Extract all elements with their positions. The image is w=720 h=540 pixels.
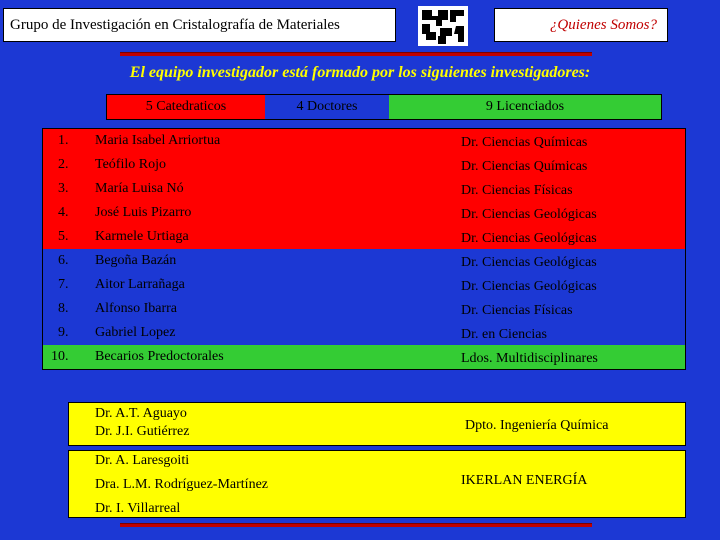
university-logo-icon: [418, 6, 468, 46]
group-title: Grupo de Investigación en Cristalografía de Materiales: [10, 16, 340, 33]
researcher-name: José Luis Pizarro: [95, 205, 192, 220]
top-divider: [120, 52, 592, 56]
collaborator-affiliation: Dpto. Ingeniería Química: [465, 418, 609, 433]
table-row: [43, 297, 685, 321]
researcher-name: Maria Isabel Arriortua: [95, 133, 221, 148]
bottom-divider: [120, 523, 592, 527]
researcher-name: María Luisa Nó: [95, 181, 184, 196]
researcher-degree: Dr. en Ciencias: [461, 327, 547, 342]
researcher-degree: Dr. Ciencias Geológicas: [461, 279, 597, 294]
researcher-degree: Dr. Ciencias Geológicas: [461, 207, 597, 222]
collaborator-name: Dr. A.T. Aguayo: [95, 406, 187, 421]
table-row: [43, 129, 685, 153]
row-number: 8.: [58, 301, 69, 316]
row-number: 4.: [58, 205, 69, 220]
row-number: 9.: [58, 325, 69, 340]
collaborator-name: Dr. J.I. Gutiérrez: [95, 424, 190, 439]
table-row: [43, 249, 685, 273]
row-number: 5.: [58, 229, 69, 244]
collaborator-affiliation: IKERLAN ENERGÍA: [461, 473, 588, 488]
researcher-name: Aitor Larrañaga: [95, 277, 185, 292]
researchers-table: [42, 128, 686, 370]
table-row: [43, 201, 685, 225]
collaborator-name: Dr. A. Laresgoiti: [95, 453, 190, 468]
collaborator-box-chemical-engineering: [68, 402, 686, 446]
table-row: [43, 177, 685, 201]
researcher-name: Becarios Predoctorales: [95, 349, 224, 364]
researcher-degree: Dr. Ciencias Químicas: [461, 159, 588, 174]
collaborator-box-ikerlan: [68, 450, 686, 518]
researcher-degree: Dr. Ciencias Físicas: [461, 303, 573, 318]
row-number: 6.: [58, 253, 69, 268]
researcher-degree: Ldos. Multidisciplinares: [461, 351, 598, 366]
table-row: [43, 225, 685, 249]
table-row: [43, 345, 685, 369]
researcher-name: Gabriel Lopez: [95, 325, 176, 340]
researcher-degree: Dr. Ciencias Químicas: [461, 135, 588, 150]
table-row: [43, 273, 685, 297]
about-us-link[interactable]: [494, 8, 668, 42]
about-us-label: ¿Quienes Somos?: [549, 16, 657, 33]
row-number: 3.: [58, 181, 69, 196]
researcher-name: Karmele Urtiaga: [95, 229, 189, 244]
researcher-degree: Dr. Ciencias Físicas: [461, 183, 573, 198]
category-catedraticos: 5 Catedraticos: [107, 95, 265, 119]
team-subtitle: El equipo investigador está formado por los siguientes investigadores:: [129, 64, 591, 81]
collaborator-name: Dra. L.M. Rodríguez-Martínez: [95, 477, 268, 492]
category-bar: [106, 94, 662, 120]
category-licenciados: 9 Licenciados: [389, 95, 661, 119]
table-row: [43, 153, 685, 177]
collaborator-name: Dr. I. Villarreal: [95, 501, 181, 516]
researcher-name: Alfonso Ibarra: [95, 301, 178, 316]
group-title-box: [3, 8, 396, 42]
category-doctores: 4 Doctores: [265, 95, 389, 119]
researcher-degree: Dr. Ciencias Geológicas: [461, 231, 597, 246]
researcher-name: Begoña Bazán: [95, 253, 177, 268]
row-number: 10.: [51, 349, 69, 364]
row-number: 7.: [58, 277, 69, 292]
researcher-degree: Dr. Ciencias Geológicas: [461, 255, 597, 270]
row-number: 2.: [58, 157, 69, 172]
table-row: [43, 321, 685, 345]
researcher-name: Teófilo Rojo: [95, 157, 166, 172]
row-number: 1.: [58, 133, 69, 148]
